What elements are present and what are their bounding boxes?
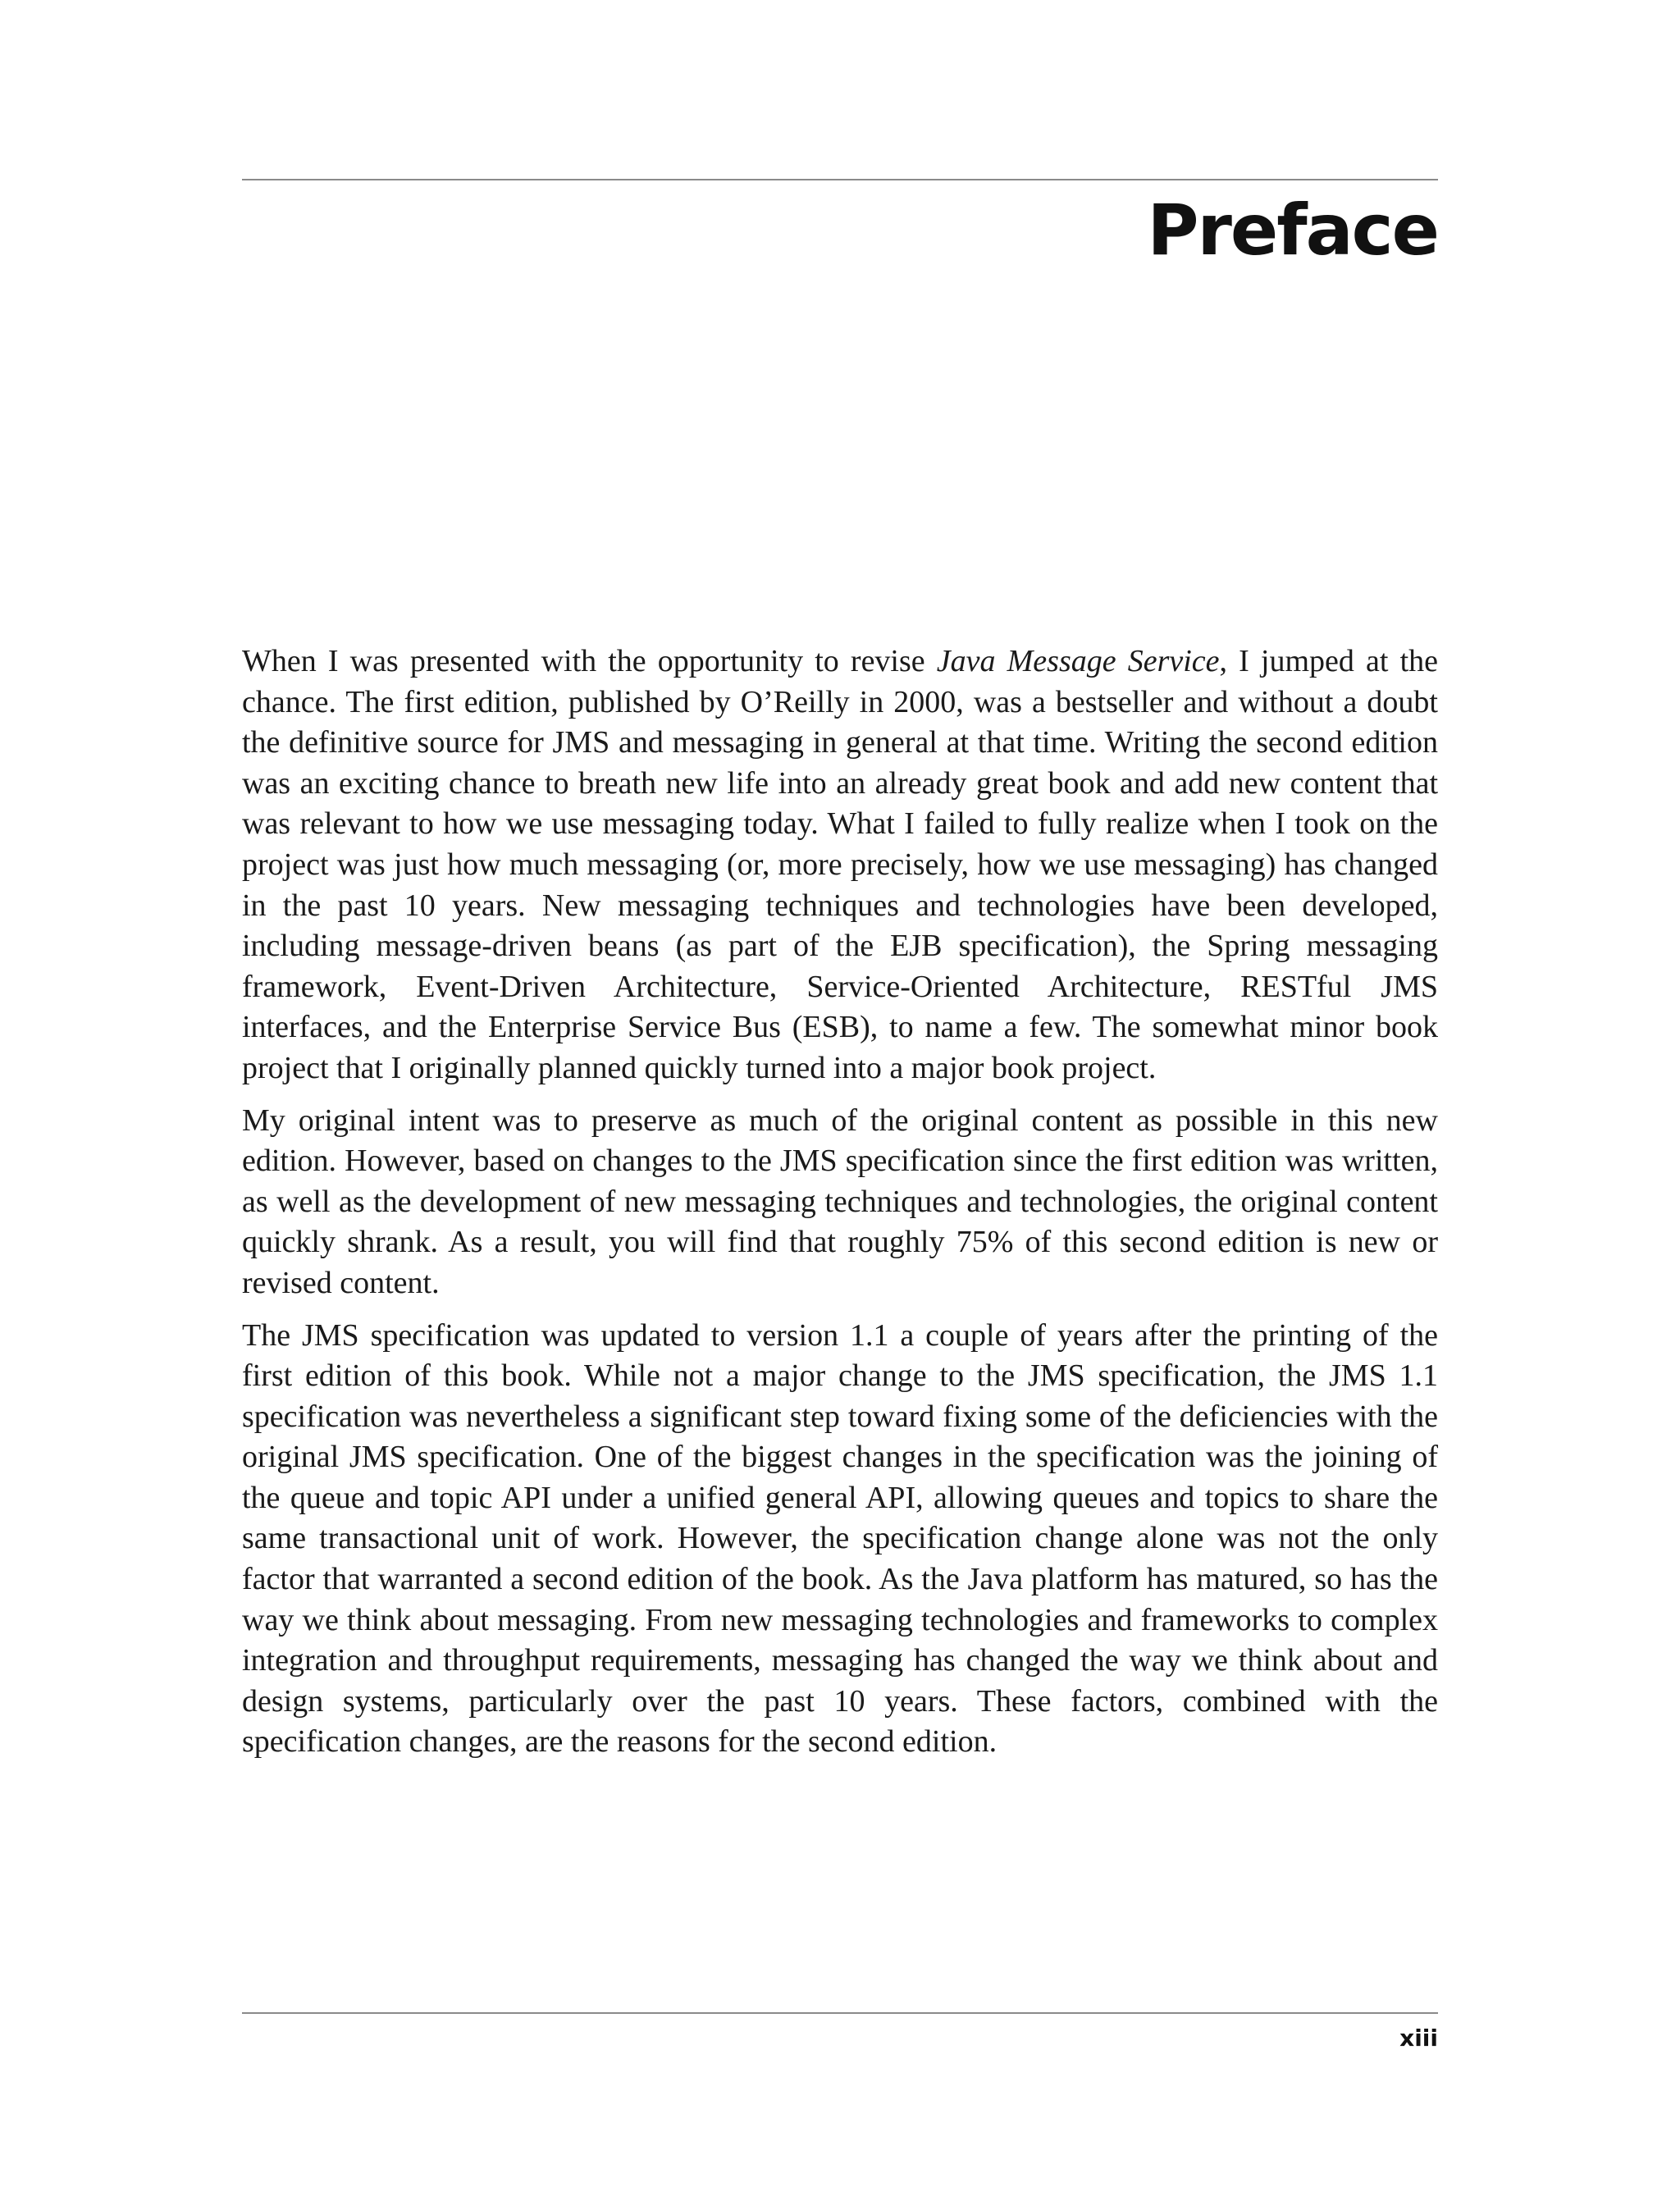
header-rule — [242, 179, 1438, 180]
paragraph-3: The JMS specification was updated to version 1.1 a couple of years after the printing of the first edition of this book. While not a major change to the JMS specification, the JMS 1.1 specification was nevertheless a significant step toward fixing some of the deficiencies with the original JMS specification. One of the biggest changes in the specification was the joining of the queue and topic API under a unified general API, allowing queues and topics to share the same transactional unit of work. However, the specification change alone was not the only factor that warranted a second edition of the book. As the Java platform has matured, so has the way we think about messaging. From new messaging technologies and frameworks to complex integration and throughput requirements, messaging has changed the way we think about and design systems, particularly over the past 10 years. These factors, combined with the specification changes, are the reasons for the second edition. — [242, 1317, 1438, 1760]
chapter-title: Preface — [1147, 189, 1438, 272]
paragraph-1-rest: , I jumped at the chance. The first edition, published by O’Reilly in 2000, was a bestseller and without a doubt the definitive source for JMS and messaging in general at that time. Writing the second edition was an exciting chance to breath new life into an already great book and add new content that was relevant to how we use messaging today. What I failed to fully realize when I took on the project was just how much messaging (or, more precisely, how we use messaging) has changed in the past 10 years. New messaging techniques and technologies have been developed, including message-driven beans (as part of the EJB specification), the Spring messaging framework, Event-Driven Architecture, Service-Oriented Architecture, RESTful JMS interfaces, and the Enterprise Service Bus (ESB), to name a few. The somewhat minor book project that I originally planned quickly turned into a major book project. — [242, 644, 1438, 1085]
footer-rule — [242, 2012, 1438, 2014]
book-title-italic: Java Message Service — [936, 644, 1220, 678]
page-number: xiii — [1399, 2025, 1438, 2052]
paragraph-1 — [242, 641, 1438, 1089]
paragraph-2: My original intent was to preserve as much of the original content as possible in this new edition. However, based on changes to the JMS specification since the first edition was written, as well as the development of new messaging techniques and technologies, the original content quickly shrank. As a result, you will find that roughly 75% of this second edition is new or revised content. — [242, 1102, 1438, 1300]
body-text — [242, 641, 1438, 1774]
paragraph-1-lead: When I was presented with the opportunity to revise — [242, 644, 937, 678]
